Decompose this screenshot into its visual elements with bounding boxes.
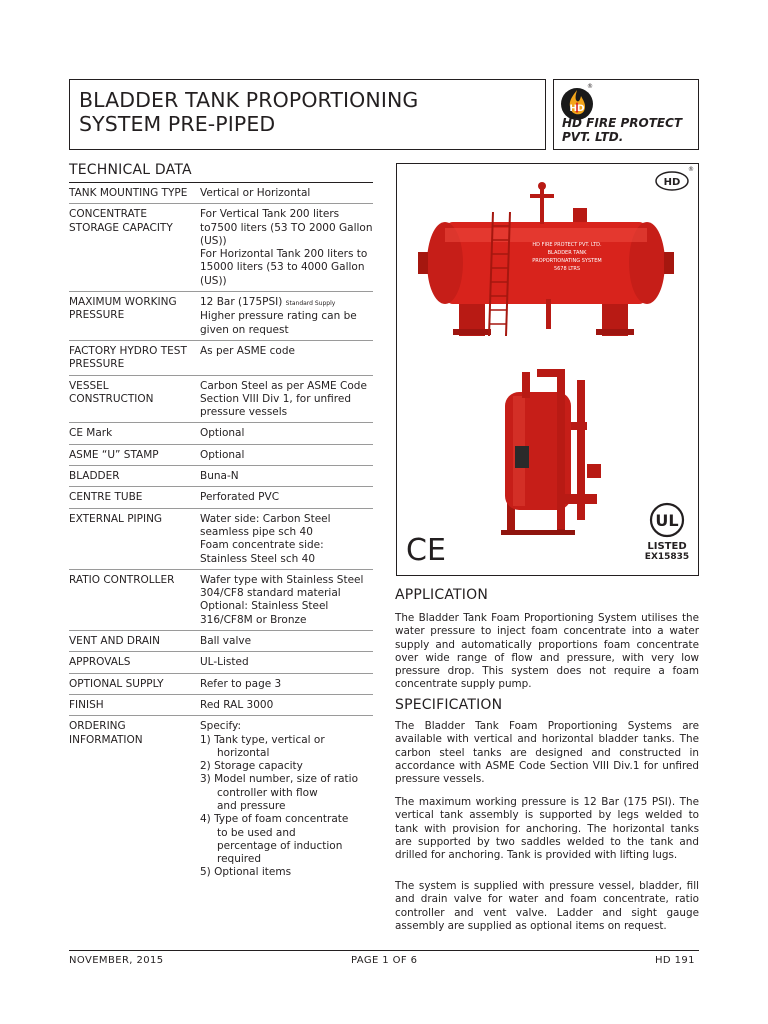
spec-key: FINISH	[69, 694, 200, 715]
footer-page-number: PAGE 1 OF 6	[351, 955, 418, 966]
spec-key: CENTRE TUBE	[69, 487, 200, 508]
spec-value: Water side: Carbon Steel seamless pipe sch 40 Foam concentrate side: Stainless Steel sch 40	[200, 508, 373, 569]
table-row	[69, 204, 373, 292]
table-row	[69, 183, 373, 204]
spec-key: TANK MOUNTING TYPE	[69, 183, 200, 204]
table-row	[69, 569, 373, 630]
footer-doc-code: HD 191	[655, 955, 695, 966]
spec-value: Refer to page 3	[200, 673, 373, 694]
table-row	[69, 508, 373, 569]
spec-value: 12 Bar (175PSI) Standard Supply Higher pressure rating can be given on request	[200, 292, 373, 341]
table-row	[69, 487, 373, 508]
spec-value: Vertical or Horizontal	[200, 183, 373, 204]
logo-line-1: HD FIRE PROTECT	[562, 116, 683, 130]
technical-data-heading: TECHNICAL DATA	[69, 162, 192, 178]
tank-label-1: HD FIRE PROTECT PVT. LTD.	[532, 242, 602, 248]
horizontal-tank-image	[418, 182, 674, 336]
logo-line-2: PVT. LTD.	[562, 130, 624, 144]
logo-initials: HD	[569, 104, 585, 114]
vertical-tank-image	[501, 369, 601, 535]
table-row	[69, 423, 373, 444]
tank-label-4: 5678 LTRS	[553, 266, 581, 272]
technical-data-table	[69, 182, 373, 883]
table-row	[69, 631, 373, 652]
spec-value: For Vertical Tank 200 liters to7500 liters (53 TO 2000 Gallon (US)) For Horizontal Tank 200 liters to 15000 liters (53 to 4000 Gallon (US))	[200, 204, 373, 292]
company-logo	[553, 79, 699, 150]
application-text: The Bladder Tank Foam Proportioning System utilises the water pressure to inject foam concentrate into a water supply and automatically proportions foam concentrate over wide range of flow and pressure, with very low pressure drop. This system does not require a foam concentrate supply pump.	[395, 612, 699, 691]
table-row	[69, 375, 373, 423]
spec-key: VESSEL CONSTRUCTION	[69, 375, 200, 423]
spec-value: UL-Listed	[200, 652, 373, 673]
hd-badge-icon	[656, 166, 694, 190]
spec-value: As per ASME code	[200, 340, 373, 375]
spec-key: EXTERNAL PIPING	[69, 508, 200, 569]
hd-badge-reg: ®	[688, 166, 694, 173]
registered-mark: ®	[587, 83, 593, 90]
spec-key: ORDERING INFORMATION	[69, 720, 143, 746]
spec-value: Optional	[200, 444, 373, 465]
spec-value: Specify: 1) Tank type, vertical or horizontal 2) Storage capacity 3) Model number, size of ratio controller with flow and pressure 4) Type of foam concentrate to be used and percentage of induction required 5) Optional items	[200, 720, 358, 879]
spec-key: CONCENTRATE STORAGE CAPACITY	[69, 204, 200, 292]
table-row	[69, 694, 373, 715]
spec-key: BLADDER	[69, 466, 200, 487]
spec-value: Red RAL 3000	[200, 694, 373, 715]
spec-key: RATIO CONTROLLER	[69, 569, 200, 630]
table-row	[69, 340, 373, 375]
ul-letters: UL	[655, 511, 679, 530]
product-photo-panel	[396, 163, 699, 576]
specification-paragraph-3: The system is supplied with pressure vessel, bladder, fill and drain valve for water and foam concentrate, ratio controller and vent valve. Ladder and sight gauge assembly are supplied as optional items on request.	[395, 880, 699, 932]
tank-label-3: PROPORTIONATING SYSTEM	[532, 258, 602, 264]
table-row	[69, 466, 373, 487]
product-illustration	[397, 164, 699, 576]
spec-value: Perforated PVC	[200, 487, 373, 508]
ul-number: EX15835	[644, 552, 690, 562]
tank-label-2: BLADDER TANK	[547, 250, 587, 256]
logo-text	[562, 116, 682, 144]
table-row	[69, 444, 373, 465]
ul-listed-text: LISTED	[647, 541, 687, 552]
footer-rule	[69, 950, 699, 951]
title-box	[69, 79, 546, 150]
spec-key: APPROVALS	[69, 652, 200, 673]
footer-date: NOVEMBER, 2015	[69, 955, 164, 966]
spec-value: Carbon Steel as per ASME Code Section VIII Div 1, for unfired pressure vessels	[200, 375, 373, 423]
table-row	[69, 716, 373, 883]
spec-value: Ball valve	[200, 631, 373, 652]
table-row	[69, 292, 373, 341]
specification-paragraph-2: The maximum working pressure is 12 Bar (175 PSI). The vertical tank assembly is supported by legs welded to tank with provision for anchoring. The horizontal tanks are supported by two saddles welded to the tank and drilled for anchoring. Tank is provided with lifting lugs.	[395, 796, 699, 862]
spec-key: CE Mark	[69, 423, 200, 444]
table-row	[69, 652, 373, 673]
specification-heading: SPECIFICATION	[395, 697, 503, 713]
table-row	[69, 673, 373, 694]
spec-key: VENT AND DRAIN	[69, 631, 200, 652]
spec-value: Buna-N	[200, 466, 373, 487]
spec-key: MAXIMUM WORKING PRESSURE	[69, 292, 200, 341]
ce-mark-icon: CE	[406, 533, 446, 568]
hd-badge-text: HD	[663, 177, 681, 188]
specification-paragraph-1: The Bladder Tank Foam Proportioning Systems are available with vertical and horizontal bladder tanks. The carbon steel tanks are designed and constructed in accordance with ASME Code Section VIII Div.1 for unfired pressure vessels.	[395, 720, 699, 786]
spec-value: Optional	[200, 423, 373, 444]
spec-key: OPTIONAL SUPPLY	[69, 673, 200, 694]
spec-key: ASME “U” STAMP	[69, 444, 200, 465]
spec-value: Wafer type with Stainless Steel 304/CF8 standard material Optional: Stainless Steel 316/CF8M or Bronze	[200, 569, 373, 630]
ul-listed-icon	[645, 504, 689, 562]
application-heading: APPLICATION	[395, 587, 489, 603]
page-title: BLADDER TANK PROPORTIONING SYSTEM PRE-PIPED	[79, 88, 419, 136]
spec-key: FACTORY HYDRO TEST PRESSURE	[69, 340, 200, 375]
